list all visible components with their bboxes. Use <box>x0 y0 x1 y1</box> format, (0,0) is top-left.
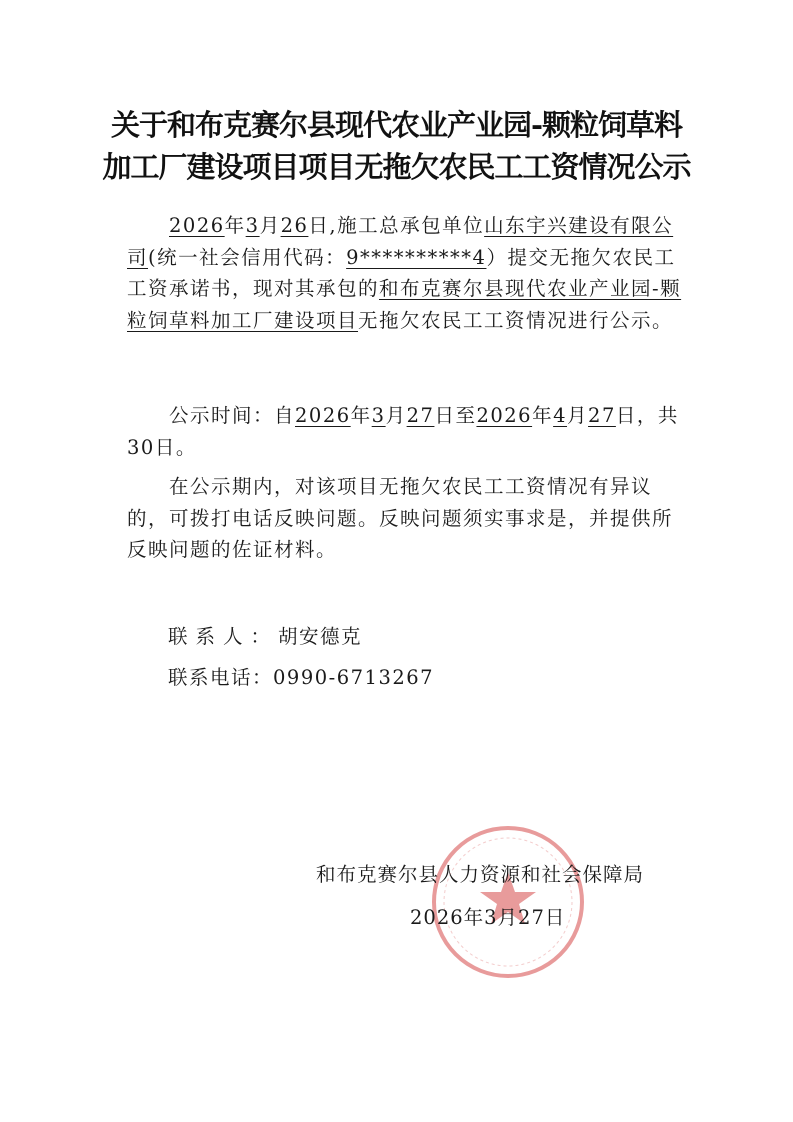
contractor-company: 山东宇兴建设有限公司 <box>127 214 674 269</box>
issuing-organization: 和布克赛尔县人力资源和社会保障局 <box>316 863 645 886</box>
contact-person <box>168 621 362 649</box>
paragraph-commitment: 2026年3月26日,施工总承包单位山东宇兴建设有限公司(统一社会信用代码：9**********4）提交无拖欠农民工工资承诺书，现对其承包的和布克赛尔县现代农业产业园-颗粒饲草料加工厂建设项目无拖欠农民工工资情况进行公示。 <box>127 214 682 332</box>
period-to-year: 2026 <box>476 404 533 427</box>
contact-person-name: 胡安德克 <box>278 625 363 648</box>
contact-phone <box>168 662 434 690</box>
project-name: 和布克赛尔县现代农业产业园-颗粒饲草料加工厂建设项目 <box>127 277 682 332</box>
paragraph-period: 公示时间：自2026年3月27日至2026年4月27日，共30日。 <box>127 404 679 459</box>
contact-person-label: 联系人： <box>168 625 279 648</box>
period-from-year: 2026 <box>295 404 351 427</box>
commit-month: 3 <box>245 214 260 237</box>
notice-title-line1: 关于和布克赛尔县现代农业产业园-颗粒饲草料 <box>110 108 683 142</box>
issue-date: 2026年3月27日 <box>410 906 566 929</box>
objection-text: 在公示期内，对该项目无拖欠农民工工资情况有异议的，可拨打电话反映问题。反映问题须实事求是，并提供所反映问题的佐证材料。 <box>127 475 674 561</box>
contact-phone-label: 联系电话： <box>168 666 274 689</box>
period-from-day: 27 <box>406 404 435 427</box>
commit-year: 2026 <box>169 214 225 237</box>
paragraph-objection <box>127 471 687 566</box>
credit-code: 9**********4 <box>346 245 487 269</box>
contact-phone-number: 0990-6713267 <box>273 666 435 689</box>
notice-title-line2: 加工厂建设项目项目无拖欠农民工工资情况公示 <box>102 150 691 184</box>
commit-day: 26 <box>280 214 309 237</box>
period-to-month: 4 <box>553 404 568 427</box>
period-to-day: 27 <box>588 404 616 427</box>
period-from-month: 3 <box>371 404 386 427</box>
